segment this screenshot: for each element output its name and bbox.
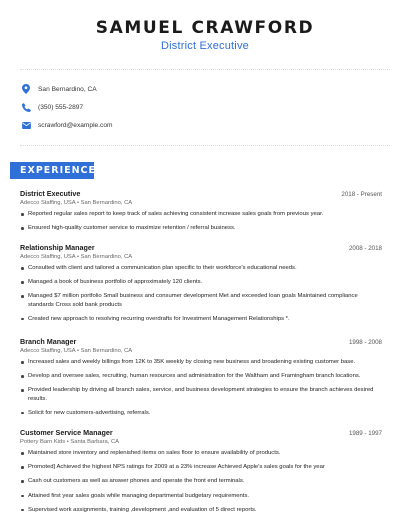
experience-heading: EXPERIENCE <box>10 162 94 179</box>
job-bullet: Cash out customers as well as answer phones and operate the front end terminals. <box>20 477 382 485</box>
job-bullet: Maintained store inventory and replenished items on sales floor to ensure availability of products. <box>20 449 382 457</box>
job-bullet: Reported regular sales report to keep track of sales achieving consistent increase sales goals from previous year. <box>20 210 382 218</box>
candidate-name: SAMUEL CRAWFORD <box>95 18 315 38</box>
job-title: District Executive <box>20 189 81 198</box>
contact-email <box>20 118 113 132</box>
contact-divider <box>20 145 390 146</box>
job-dates: 1998 - 2008 <box>348 339 382 346</box>
job-company: Adecco Staffing, USA <box>20 200 76 206</box>
job-company: Adecco Staffing, USA <box>20 348 76 354</box>
job-bullet: Created new approach to resolving recurring overdrafts for Investment Management Relationships *. <box>20 315 382 323</box>
job-dates: 2018 - Present <box>341 191 382 198</box>
job-bullet: Promoted] Achieved the highest NPS ratings for 2009 at a 23% increase Achieved Apple's sales goals for the year <box>20 463 382 471</box>
job-company-line: Adecco Staffing, USA • San Bernardino, CA <box>20 254 133 260</box>
job-entry <box>20 189 382 238</box>
job-bullet: Provided leadership by driving all branch sales, service, and business development strategies to ensure the branch achieves desired results. <box>20 386 382 402</box>
job-title: Customer Service Manager <box>20 428 113 437</box>
location-pin-icon <box>20 83 32 95</box>
contact-phone <box>20 100 83 114</box>
candidate-title: District Executive <box>161 40 249 52</box>
job-location: Santa Barbara, CA <box>70 439 120 445</box>
job-bullet: Consulted with client and tailored a communication plan specific to their workforce's educational needs. <box>20 264 382 272</box>
header-divider <box>20 69 390 70</box>
job-bullets <box>20 264 382 323</box>
job-bullet: Ensured high-quality customer service to maximize retention / referral business. <box>20 224 382 232</box>
email-icon <box>20 119 32 131</box>
job-location: San Bernardino, CA <box>80 348 133 354</box>
job-bullet: Supervised work assignments, training ,development ,and evaluation of 5 direct reports. <box>20 506 382 514</box>
job-entry <box>20 337 382 423</box>
job-bullet: Solicit for new customers-advertising, referrals. <box>20 409 382 417</box>
job-bullet: Develop and oversee sales, recruiting, human resources and administration for the Waltham and Framingham branch locations. <box>20 372 382 380</box>
job-title: Branch Manager <box>20 337 77 346</box>
job-company: Pottery Barn Kids <box>20 439 66 445</box>
phone-icon <box>20 101 32 113</box>
job-dates: 2008 - 2018 <box>348 245 382 252</box>
job-location: San Bernardino, CA <box>80 200 133 206</box>
job-entry <box>20 243 382 329</box>
job-bullets <box>20 449 382 514</box>
contact-location <box>20 82 97 96</box>
job-company-line: Adecco Staffing, USA • San Bernardino, CA <box>20 348 133 354</box>
job-title: Relationship Manager <box>20 243 95 252</box>
location-text: San Bernardino, CA <box>38 85 97 93</box>
job-location: San Bernardino, CA <box>80 254 133 260</box>
job-company-line: Adecco Staffing, USA • San Bernardino, CA <box>20 200 133 206</box>
job-bullet: Managed $7 million portfolio Small business and consumer development Met and exceeded loan goals Maintained compliance standards Cross sold bank products <box>20 292 382 308</box>
job-bullet: Managed a book of business portfolio of approximately 120 clients. <box>20 278 382 286</box>
job-bullet: Attained first year sales goals while managing departmental budgetary requirements. <box>20 492 382 500</box>
job-company: Adecco Staffing, USA <box>20 254 76 260</box>
job-entry <box>20 428 382 520</box>
job-bullets <box>20 358 382 417</box>
job-company-line: Pottery Barn Kids • Santa Barbara, CA <box>20 439 120 445</box>
job-bullets <box>20 210 382 232</box>
job-dates: 1989 - 1997 <box>348 430 382 437</box>
phone-text: (350) 555-2897 <box>38 103 84 111</box>
email-text: scrawford@example.com <box>38 121 113 129</box>
job-bullet: Increased sales and weekly billings from 12K to 35K weekly by closing new business and broadening existing customer base. <box>20 358 382 366</box>
